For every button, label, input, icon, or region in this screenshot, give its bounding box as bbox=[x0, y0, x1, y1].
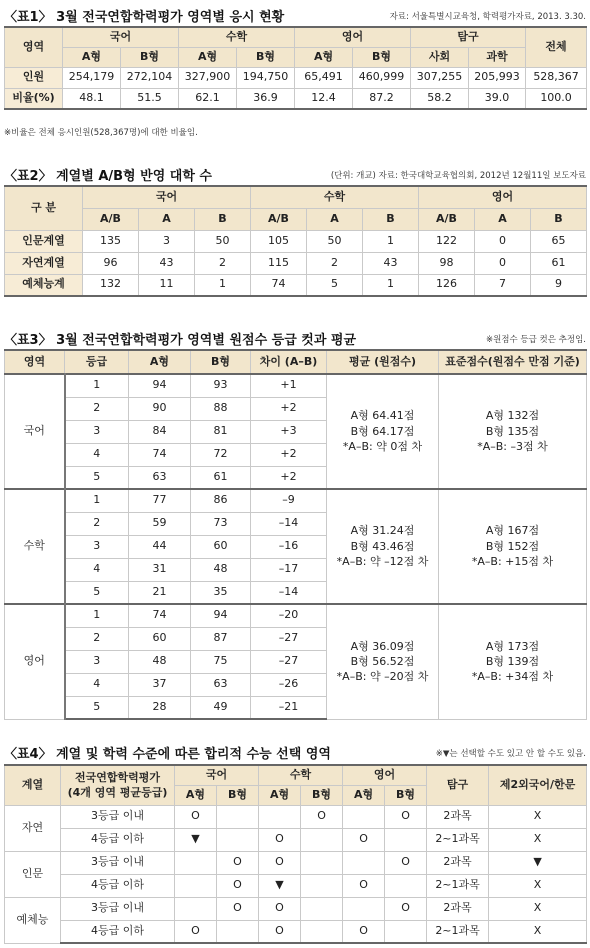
t2-h-sub: A bbox=[475, 208, 531, 230]
t2-h-sub: B bbox=[195, 208, 251, 230]
t2-h-sub: A bbox=[139, 208, 195, 230]
t2-h-subject: 수학 bbox=[251, 186, 419, 208]
table-cell: 2 bbox=[307, 252, 363, 274]
t3-avg-cell bbox=[327, 374, 439, 489]
table-cell bbox=[217, 920, 259, 943]
table-cell: 77 bbox=[129, 489, 191, 512]
table-cell: 50 bbox=[195, 230, 251, 252]
table2-section bbox=[4, 163, 586, 303]
table-cell: 1 bbox=[363, 274, 419, 296]
table-cell: 93 bbox=[191, 374, 251, 397]
table-row bbox=[5, 604, 587, 627]
t4-h-level bbox=[61, 765, 175, 805]
table-cell: 7 bbox=[475, 274, 531, 296]
t3-avg-line: B형 56.52점 bbox=[350, 655, 415, 669]
table-cell: –26 bbox=[251, 673, 327, 696]
table-cell: –14 bbox=[251, 581, 327, 604]
table3 bbox=[4, 349, 587, 720]
table-cell: 87 bbox=[191, 627, 251, 650]
table-cell: –27 bbox=[251, 627, 327, 650]
table-row bbox=[5, 874, 587, 897]
table-cell: X bbox=[489, 874, 587, 897]
table-cell: 59 bbox=[129, 512, 191, 535]
t1-h-subject: 영어 bbox=[295, 27, 411, 47]
table-cell: 60 bbox=[191, 535, 251, 558]
table-cell: 205,993 bbox=[469, 67, 526, 88]
table-row bbox=[5, 851, 587, 874]
table-cell: 2과목 bbox=[427, 851, 489, 874]
table-cell: –21 bbox=[251, 696, 327, 719]
t3-header: 등급 bbox=[65, 350, 129, 374]
table-cell: 2~1과목 bbox=[427, 828, 489, 851]
table-cell: 3등급 이내 bbox=[61, 851, 175, 874]
table-cell: 1 bbox=[195, 274, 251, 296]
t3-std-line: B형 152점 bbox=[485, 539, 540, 553]
t2-h-sub: B bbox=[531, 208, 587, 230]
table-cell: 5 bbox=[65, 466, 129, 489]
table-cell: 254,179 bbox=[63, 67, 121, 88]
t2-h-class: 구 분 bbox=[5, 186, 83, 230]
table-cell: 39.0 bbox=[469, 88, 526, 109]
table-cell: X bbox=[489, 897, 587, 920]
table-cell: 11 bbox=[139, 274, 195, 296]
table-row bbox=[5, 489, 587, 512]
table-cell: 4 bbox=[65, 558, 129, 581]
table-cell: 65 bbox=[531, 230, 587, 252]
table-row bbox=[5, 67, 587, 88]
t1-h-sub: A형 bbox=[179, 47, 237, 67]
table-cell: O bbox=[343, 828, 385, 851]
table1-section bbox=[4, 4, 586, 138]
table-cell: 0 bbox=[475, 252, 531, 274]
table1-source: 자료: 서울특별시교육청, 학력평가자료, 2013. 3.30. bbox=[389, 12, 586, 22]
t3-std-line: B형 135점 bbox=[485, 424, 540, 438]
t4-h-sub: B형 bbox=[385, 785, 427, 805]
table-cell bbox=[175, 897, 217, 920]
table-cell: –9 bbox=[251, 489, 327, 512]
t4-group-label: 자연 bbox=[5, 805, 61, 851]
table-cell: 3 bbox=[139, 230, 195, 252]
table-cell: 87.2 bbox=[353, 88, 411, 109]
table-cell: 61 bbox=[531, 252, 587, 274]
table-cell: 75 bbox=[191, 650, 251, 673]
table4-title: 〈표4〉 계열 및 학력 수준에 따른 합리적 수능 선택 영역 bbox=[4, 747, 331, 762]
table2 bbox=[4, 185, 587, 297]
table-cell: 43 bbox=[363, 252, 419, 274]
table-cell bbox=[385, 920, 427, 943]
table-cell: 35 bbox=[191, 581, 251, 604]
table-cell: +2 bbox=[251, 466, 327, 489]
table-cell: 4 bbox=[65, 673, 129, 696]
t4-h-subject: 수학 bbox=[259, 765, 343, 785]
t3-avg-line: *A–B: 약 –20점 차 bbox=[336, 670, 429, 684]
table1 bbox=[4, 26, 587, 110]
table-cell: 84 bbox=[129, 420, 191, 443]
row-label: 비율(%) bbox=[5, 88, 63, 109]
table-cell: 44 bbox=[129, 535, 191, 558]
table-cell bbox=[301, 874, 343, 897]
t4-group-label: 예체능 bbox=[5, 897, 61, 943]
table-cell: O bbox=[343, 920, 385, 943]
table-cell: 100.0 bbox=[526, 88, 587, 109]
table-cell bbox=[217, 805, 259, 828]
table-cell: 65,491 bbox=[295, 67, 353, 88]
table-cell: 2과목 bbox=[427, 897, 489, 920]
t3-std-line: *A–B: +15점 차 bbox=[471, 555, 554, 569]
table-cell: 98 bbox=[419, 252, 475, 274]
table-cell: 3 bbox=[65, 420, 129, 443]
table-cell: 12.4 bbox=[295, 88, 353, 109]
table-cell: O bbox=[259, 920, 301, 943]
table-cell: 90 bbox=[129, 397, 191, 420]
table-cell: 63 bbox=[129, 466, 191, 489]
t3-avg-line: *A–B: 약 0점 차 bbox=[342, 440, 423, 454]
row-label: 인문계열 bbox=[5, 230, 83, 252]
table-cell bbox=[343, 805, 385, 828]
t4-h-sub: A형 bbox=[343, 785, 385, 805]
table2-title: 〈표2〉 계열별 A/B형 반영 대학 수 bbox=[4, 169, 212, 184]
table-row bbox=[5, 897, 587, 920]
table-cell: 43 bbox=[139, 252, 195, 274]
table-cell: 1 bbox=[65, 374, 129, 397]
table-cell: 0 bbox=[475, 230, 531, 252]
table-cell: ▼ bbox=[489, 851, 587, 874]
table-cell: 2 bbox=[65, 627, 129, 650]
table-cell: 194,750 bbox=[237, 67, 295, 88]
table-cell: 9 bbox=[531, 274, 587, 296]
table-cell: 1 bbox=[65, 604, 129, 627]
table-cell: 74 bbox=[129, 604, 191, 627]
table-cell bbox=[175, 874, 217, 897]
t2-h-sub: A/B bbox=[419, 208, 475, 230]
table-cell: X bbox=[489, 920, 587, 943]
table3-title: 〈표3〉 3월 전국연합학력평가 영역별 원점수 등급 컷과 평균 bbox=[4, 333, 357, 348]
t4-h-level-line: (4개 영역 평균등급) bbox=[67, 786, 168, 800]
table-cell: 96 bbox=[83, 252, 139, 274]
t3-group-label: 국어 bbox=[5, 374, 65, 489]
table-cell bbox=[175, 851, 217, 874]
t4-h-subject: 영어 bbox=[343, 765, 427, 785]
table-cell: 3등급 이내 bbox=[61, 897, 175, 920]
t4-h-level-line: 전국연합학력평가 bbox=[74, 770, 160, 784]
t4-h-foreign: 제2외국어/한문 bbox=[489, 765, 587, 805]
t1-h-sub: A형 bbox=[63, 47, 121, 67]
table-cell: 74 bbox=[251, 274, 307, 296]
table-cell: 105 bbox=[251, 230, 307, 252]
table-cell: 1 bbox=[65, 489, 129, 512]
table4-section bbox=[4, 743, 586, 948]
t4-h-subject: 국어 bbox=[175, 765, 259, 785]
t3-avg-line: A형 64.41점 bbox=[350, 409, 415, 423]
t1-h-subject: 탐구 bbox=[411, 27, 526, 47]
t2-h-sub: A/B bbox=[251, 208, 307, 230]
table-cell: 50 bbox=[307, 230, 363, 252]
table-cell: 2~1과목 bbox=[427, 874, 489, 897]
table-cell: 135 bbox=[83, 230, 139, 252]
table-cell bbox=[385, 828, 427, 851]
table-cell: O bbox=[343, 874, 385, 897]
table-cell: O bbox=[217, 851, 259, 874]
table-cell: X bbox=[489, 828, 587, 851]
t3-std-cell bbox=[439, 489, 587, 604]
table-cell: O bbox=[301, 805, 343, 828]
t3-avg-cell bbox=[327, 604, 439, 719]
t4-h-sub: B형 bbox=[217, 785, 259, 805]
table-cell: +3 bbox=[251, 420, 327, 443]
table-cell: 2 bbox=[195, 252, 251, 274]
t1-h-sub: B형 bbox=[237, 47, 295, 67]
table-cell: 48.1 bbox=[63, 88, 121, 109]
table-cell: 460,999 bbox=[353, 67, 411, 88]
table-cell: 58.2 bbox=[411, 88, 469, 109]
table-cell: ▼ bbox=[259, 874, 301, 897]
row-label: 자연계열 bbox=[5, 252, 83, 274]
table-cell: X bbox=[489, 805, 587, 828]
t3-avg-line: *A–B: 약 –12점 차 bbox=[336, 555, 429, 569]
table-cell: 88 bbox=[191, 397, 251, 420]
table-cell: 4 bbox=[65, 443, 129, 466]
table4-note: ※▼는 선택할 수도 있고 안 할 수도 있음. bbox=[435, 749, 586, 759]
table-cell: 4등급 이하 bbox=[61, 874, 175, 897]
table-cell: O bbox=[385, 851, 427, 874]
table-row bbox=[5, 920, 587, 943]
table-row bbox=[5, 252, 587, 274]
table-cell bbox=[301, 920, 343, 943]
table-cell: 73 bbox=[191, 512, 251, 535]
table-cell: 5 bbox=[65, 696, 129, 719]
t3-std-line: B형 139점 bbox=[485, 655, 540, 669]
table-cell: 94 bbox=[129, 374, 191, 397]
table-row bbox=[5, 230, 587, 252]
t1-h-total: 전체 bbox=[526, 27, 587, 67]
table-row bbox=[5, 374, 587, 397]
t2-h-subject: 영어 bbox=[419, 186, 587, 208]
table-row bbox=[5, 828, 587, 851]
table-cell: 2 bbox=[65, 397, 129, 420]
table-cell: 48 bbox=[191, 558, 251, 581]
table-cell: –20 bbox=[251, 604, 327, 627]
table-row bbox=[5, 274, 587, 296]
t3-avg-line: A형 31.24점 bbox=[350, 524, 415, 538]
table-cell: 4등급 이하 bbox=[61, 828, 175, 851]
table-cell: 51.5 bbox=[121, 88, 179, 109]
table-cell: 4등급 이하 bbox=[61, 920, 175, 943]
t3-std-line: *A–B: –3점 차 bbox=[477, 440, 548, 454]
t1-h-sub: A형 bbox=[295, 47, 353, 67]
t4-h-explore: 탐구 bbox=[427, 765, 489, 805]
table-cell bbox=[259, 805, 301, 828]
table-cell: 2~1과목 bbox=[427, 920, 489, 943]
table-cell: O bbox=[259, 851, 301, 874]
t4-h-sub: A형 bbox=[259, 785, 301, 805]
table2-source: (단위: 개교) 자료: 한국대학교육협의회, 2012년 12월11일 보도자료 bbox=[330, 171, 586, 181]
t3-header: 영역 bbox=[5, 350, 65, 374]
table-cell: 122 bbox=[419, 230, 475, 252]
table-cell bbox=[301, 897, 343, 920]
t1-h-sub: B형 bbox=[121, 47, 179, 67]
table-cell: 48 bbox=[129, 650, 191, 673]
table-cell: 61 bbox=[191, 466, 251, 489]
t1-h-subject: 수학 bbox=[179, 27, 295, 47]
table1-footnote: ※비율은 전체 응시인원(528,367명)에 대한 비율임. bbox=[4, 128, 198, 138]
table-cell: 5 bbox=[65, 581, 129, 604]
t3-header: A형 bbox=[129, 350, 191, 374]
table-cell: 115 bbox=[251, 252, 307, 274]
t3-std-cell bbox=[439, 604, 587, 719]
table-cell: 63 bbox=[191, 673, 251, 696]
table-cell bbox=[301, 851, 343, 874]
t3-header: 표준점수(원점수 만점 기준) bbox=[439, 350, 587, 374]
table-cell: 74 bbox=[129, 443, 191, 466]
table-cell: O bbox=[175, 920, 217, 943]
table-cell: 49 bbox=[191, 696, 251, 719]
t3-avg-line: B형 43.46점 bbox=[350, 539, 415, 553]
t3-header: 차이 (A–B) bbox=[251, 350, 327, 374]
table-cell: 94 bbox=[191, 604, 251, 627]
table-cell bbox=[217, 828, 259, 851]
table-cell: 3 bbox=[65, 650, 129, 673]
row-label: 인원 bbox=[5, 67, 63, 88]
t1-h-sub: B형 bbox=[353, 47, 411, 67]
table-cell: 60 bbox=[129, 627, 191, 650]
t1-h-sub: 과학 bbox=[469, 47, 526, 67]
table-cell: +2 bbox=[251, 397, 327, 420]
table-cell: 31 bbox=[129, 558, 191, 581]
table-cell: O bbox=[385, 805, 427, 828]
t2-h-sub: A/B bbox=[83, 208, 139, 230]
t3-std-line: *A–B: +34점 차 bbox=[471, 670, 554, 684]
table-cell: 3등급 이내 bbox=[61, 805, 175, 828]
table3-note: ※원점수 등급 컷은 추정임. bbox=[485, 335, 586, 345]
t3-group-label: 영어 bbox=[5, 604, 65, 719]
table-cell: O bbox=[175, 805, 217, 828]
table-cell: 5 bbox=[307, 274, 363, 296]
t3-std-line: A형 173점 bbox=[485, 639, 540, 653]
table-cell: 21 bbox=[129, 581, 191, 604]
table-cell: 2 bbox=[65, 512, 129, 535]
table3-section bbox=[4, 327, 586, 722]
table-cell bbox=[343, 851, 385, 874]
table-cell: 81 bbox=[191, 420, 251, 443]
table-cell: 528,367 bbox=[526, 67, 587, 88]
t2-h-sub: A bbox=[307, 208, 363, 230]
table-cell: 132 bbox=[83, 274, 139, 296]
table-cell: 126 bbox=[419, 274, 475, 296]
table-cell: 86 bbox=[191, 489, 251, 512]
table-cell: O bbox=[259, 828, 301, 851]
t2-h-subject: 국어 bbox=[83, 186, 251, 208]
table-cell: 72 bbox=[191, 443, 251, 466]
table-cell: ▼ bbox=[175, 828, 217, 851]
table-cell: –17 bbox=[251, 558, 327, 581]
t3-std-line: A형 132점 bbox=[485, 409, 540, 423]
table-cell: –16 bbox=[251, 535, 327, 558]
table-cell: 36.9 bbox=[237, 88, 295, 109]
table-cell bbox=[385, 874, 427, 897]
table-cell: 327,900 bbox=[179, 67, 237, 88]
table-cell: 307,255 bbox=[411, 67, 469, 88]
t3-avg-line: B형 64.17점 bbox=[350, 424, 415, 438]
t1-h-sub: 사회 bbox=[411, 47, 469, 67]
t4-h-sub: A형 bbox=[175, 785, 217, 805]
t3-std-line: A형 167점 bbox=[485, 524, 540, 538]
table-cell: –27 bbox=[251, 650, 327, 673]
table-cell: 28 bbox=[129, 696, 191, 719]
table-row bbox=[5, 805, 587, 828]
row-label: 예체능계 bbox=[5, 274, 83, 296]
t3-header: 평균 (원점수) bbox=[327, 350, 439, 374]
table-cell: +2 bbox=[251, 443, 327, 466]
table-cell: 62.1 bbox=[179, 88, 237, 109]
t1-h-area: 영역 bbox=[5, 27, 63, 67]
t3-header: B형 bbox=[191, 350, 251, 374]
table1-title: 〈표1〉 3월 전국연합학력평가 영역별 응시 현황 bbox=[4, 10, 285, 25]
t3-avg-cell bbox=[327, 489, 439, 604]
table-cell bbox=[343, 897, 385, 920]
t3-group-label: 수학 bbox=[5, 489, 65, 604]
table-cell: O bbox=[217, 897, 259, 920]
t1-h-subject: 국어 bbox=[63, 27, 179, 47]
table-cell: 272,104 bbox=[121, 67, 179, 88]
table-cell: –14 bbox=[251, 512, 327, 535]
t4-group-label: 인문 bbox=[5, 851, 61, 897]
table-cell: O bbox=[385, 897, 427, 920]
table4 bbox=[4, 764, 587, 944]
table-cell: O bbox=[259, 897, 301, 920]
table-cell bbox=[301, 828, 343, 851]
table-cell: 1 bbox=[363, 230, 419, 252]
table-cell: 2과목 bbox=[427, 805, 489, 828]
t3-std-cell bbox=[439, 374, 587, 489]
table-row bbox=[5, 88, 587, 109]
t4-h-sub: B형 bbox=[301, 785, 343, 805]
t3-avg-line: A형 36.09점 bbox=[350, 639, 415, 653]
table-cell: +1 bbox=[251, 374, 327, 397]
table-cell: 37 bbox=[129, 673, 191, 696]
t2-h-sub: B bbox=[363, 208, 419, 230]
t4-h-class: 계열 bbox=[5, 765, 61, 805]
table-cell: O bbox=[217, 874, 259, 897]
table-cell: 3 bbox=[65, 535, 129, 558]
